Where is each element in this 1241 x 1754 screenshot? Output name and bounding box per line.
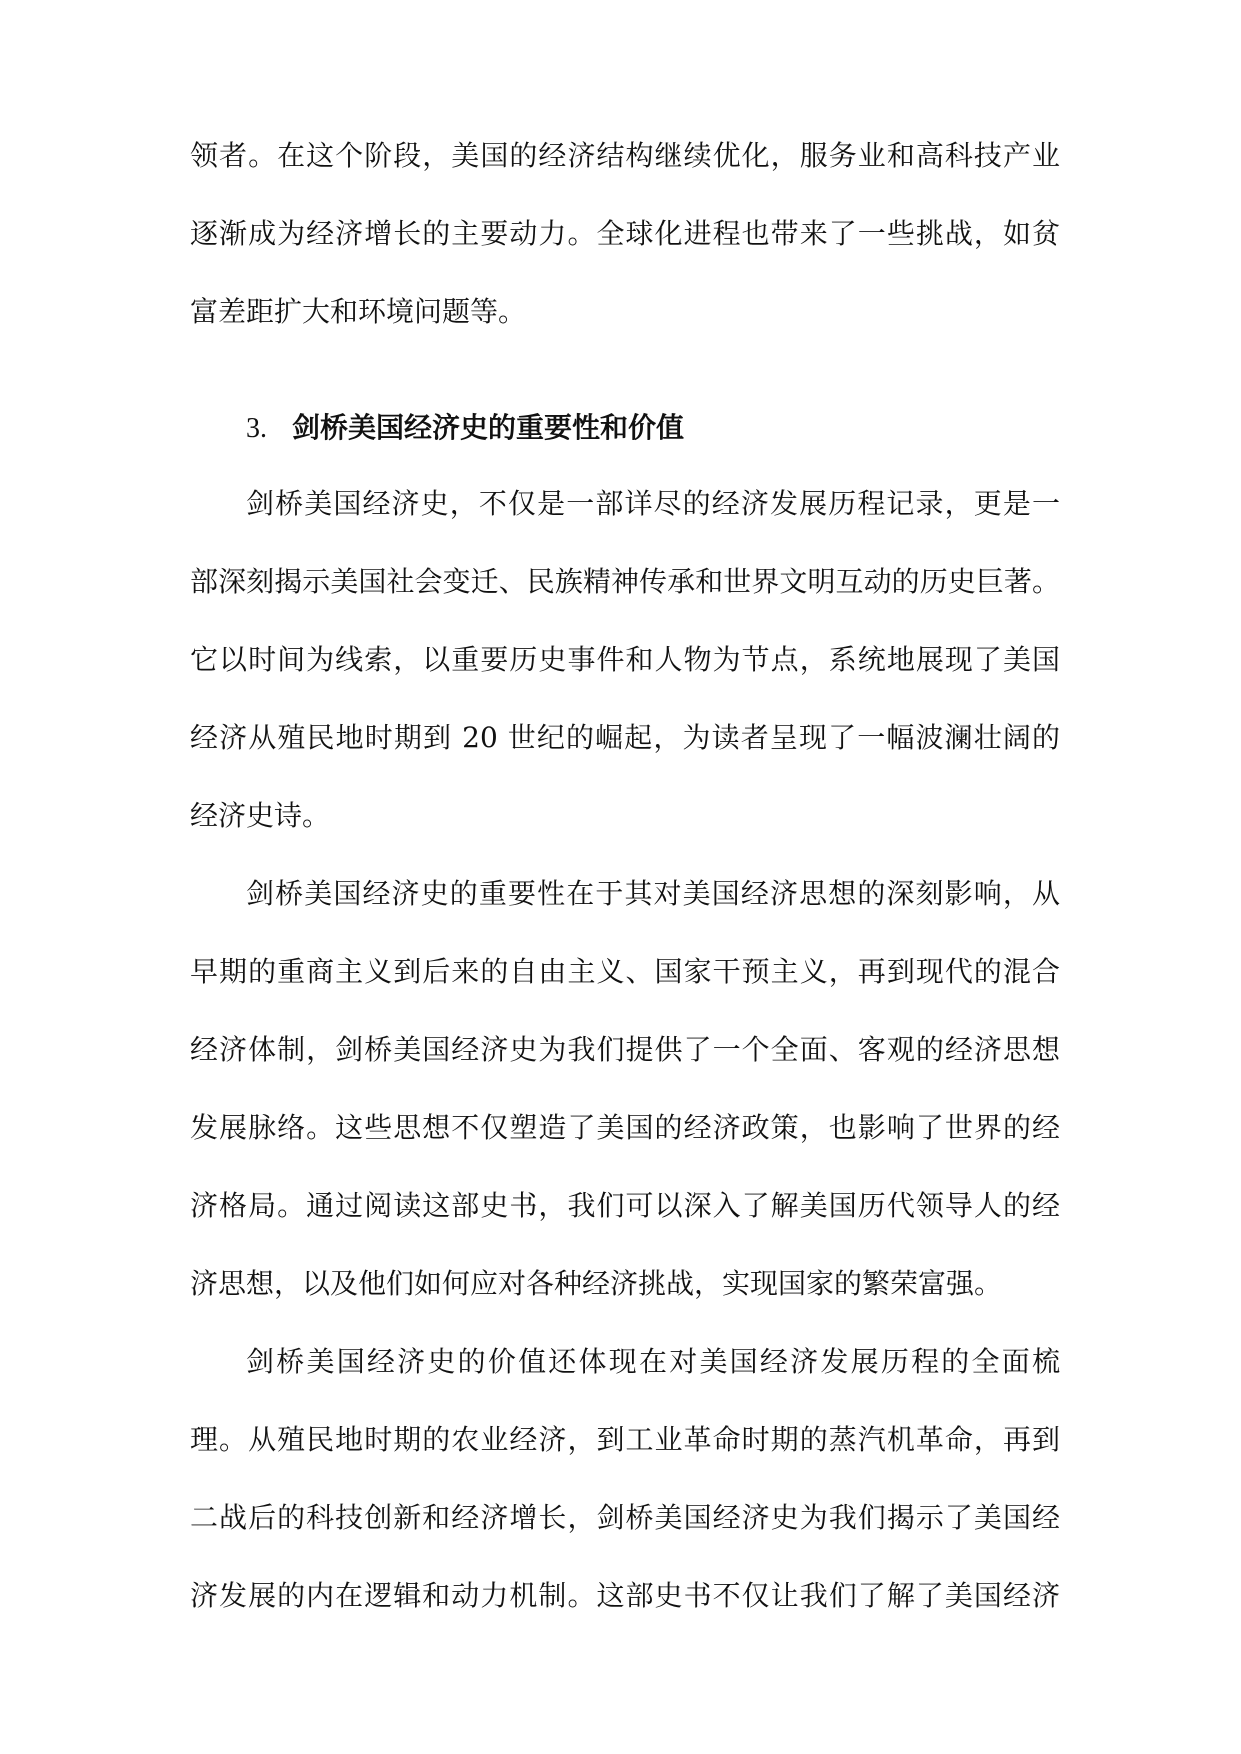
- body-text-line: 部深刻揭示美国社会变迁、民族精神传承和世界文明互动的历史巨著。: [190, 565, 1060, 598]
- body-text-line: 二战后的科技创新和经济增长，剑桥美国经济史为我们揭示了美国经: [190, 1501, 1060, 1534]
- body-text-line: 济格局。通过阅读这部史书，我们可以深入了解美国历代领导人的经: [190, 1189, 1060, 1222]
- body-text-line: 早期的重商主义到后来的自由主义、国家干预主义，再到现代的混合: [190, 955, 1060, 988]
- section-heading: [246, 408, 684, 448]
- body-text-line: 济思想，以及他们如何应对各种经济挑战，实现国家的繁荣富强。: [190, 1267, 1003, 1300]
- body-text-line: 经济史诗。: [190, 799, 331, 832]
- body-text-line: 理。从殖民地时期的农业经济，到工业革命时期的蒸汽机革命，再到: [190, 1423, 1060, 1456]
- body-text-line: 富差距扩大和环境问题等。: [190, 295, 527, 328]
- body-text-line: 经济从殖民地时期到 20 世纪的崛起，为读者呈现了一幅波澜壮阔的: [190, 721, 1060, 754]
- body-text-line: 剑桥美国经济史的价值还体现在对美国经济发展历程的全面梳: [246, 1345, 1060, 1378]
- body-text-line: 济发展的内在逻辑和动力机制。这部史书不仅让我们了解了美国经济: [190, 1579, 1060, 1612]
- body-text-line: 逐渐成为经济增长的主要动力。全球化进程也带来了一些挑战，如贫: [190, 217, 1060, 250]
- body-text-line: 发展脉络。这些思想不仅塑造了美国的经济政策，也影响了世界的经: [190, 1111, 1060, 1144]
- body-text-line: 经济体制，剑桥美国经济史为我们提供了一个全面、客观的经济思想: [190, 1033, 1060, 1066]
- section-number: 3.: [246, 413, 267, 444]
- body-text-line: 剑桥美国经济史，不仅是一部详尽的经济发展历程记录，更是一: [246, 487, 1060, 520]
- section-title: 剑桥美国经济史的重要性和价值: [292, 411, 685, 444]
- body-text-line: 领者。在这个阶段，美国的经济结构继续优化，服务业和高科技产业: [190, 139, 1060, 172]
- body-text-line: 剑桥美国经济史的重要性在于其对美国经济思想的深刻影响，从: [246, 877, 1060, 910]
- body-text-line: 它以时间为线索，以重要历史事件和人物为节点，系统地展现了美国: [190, 643, 1060, 676]
